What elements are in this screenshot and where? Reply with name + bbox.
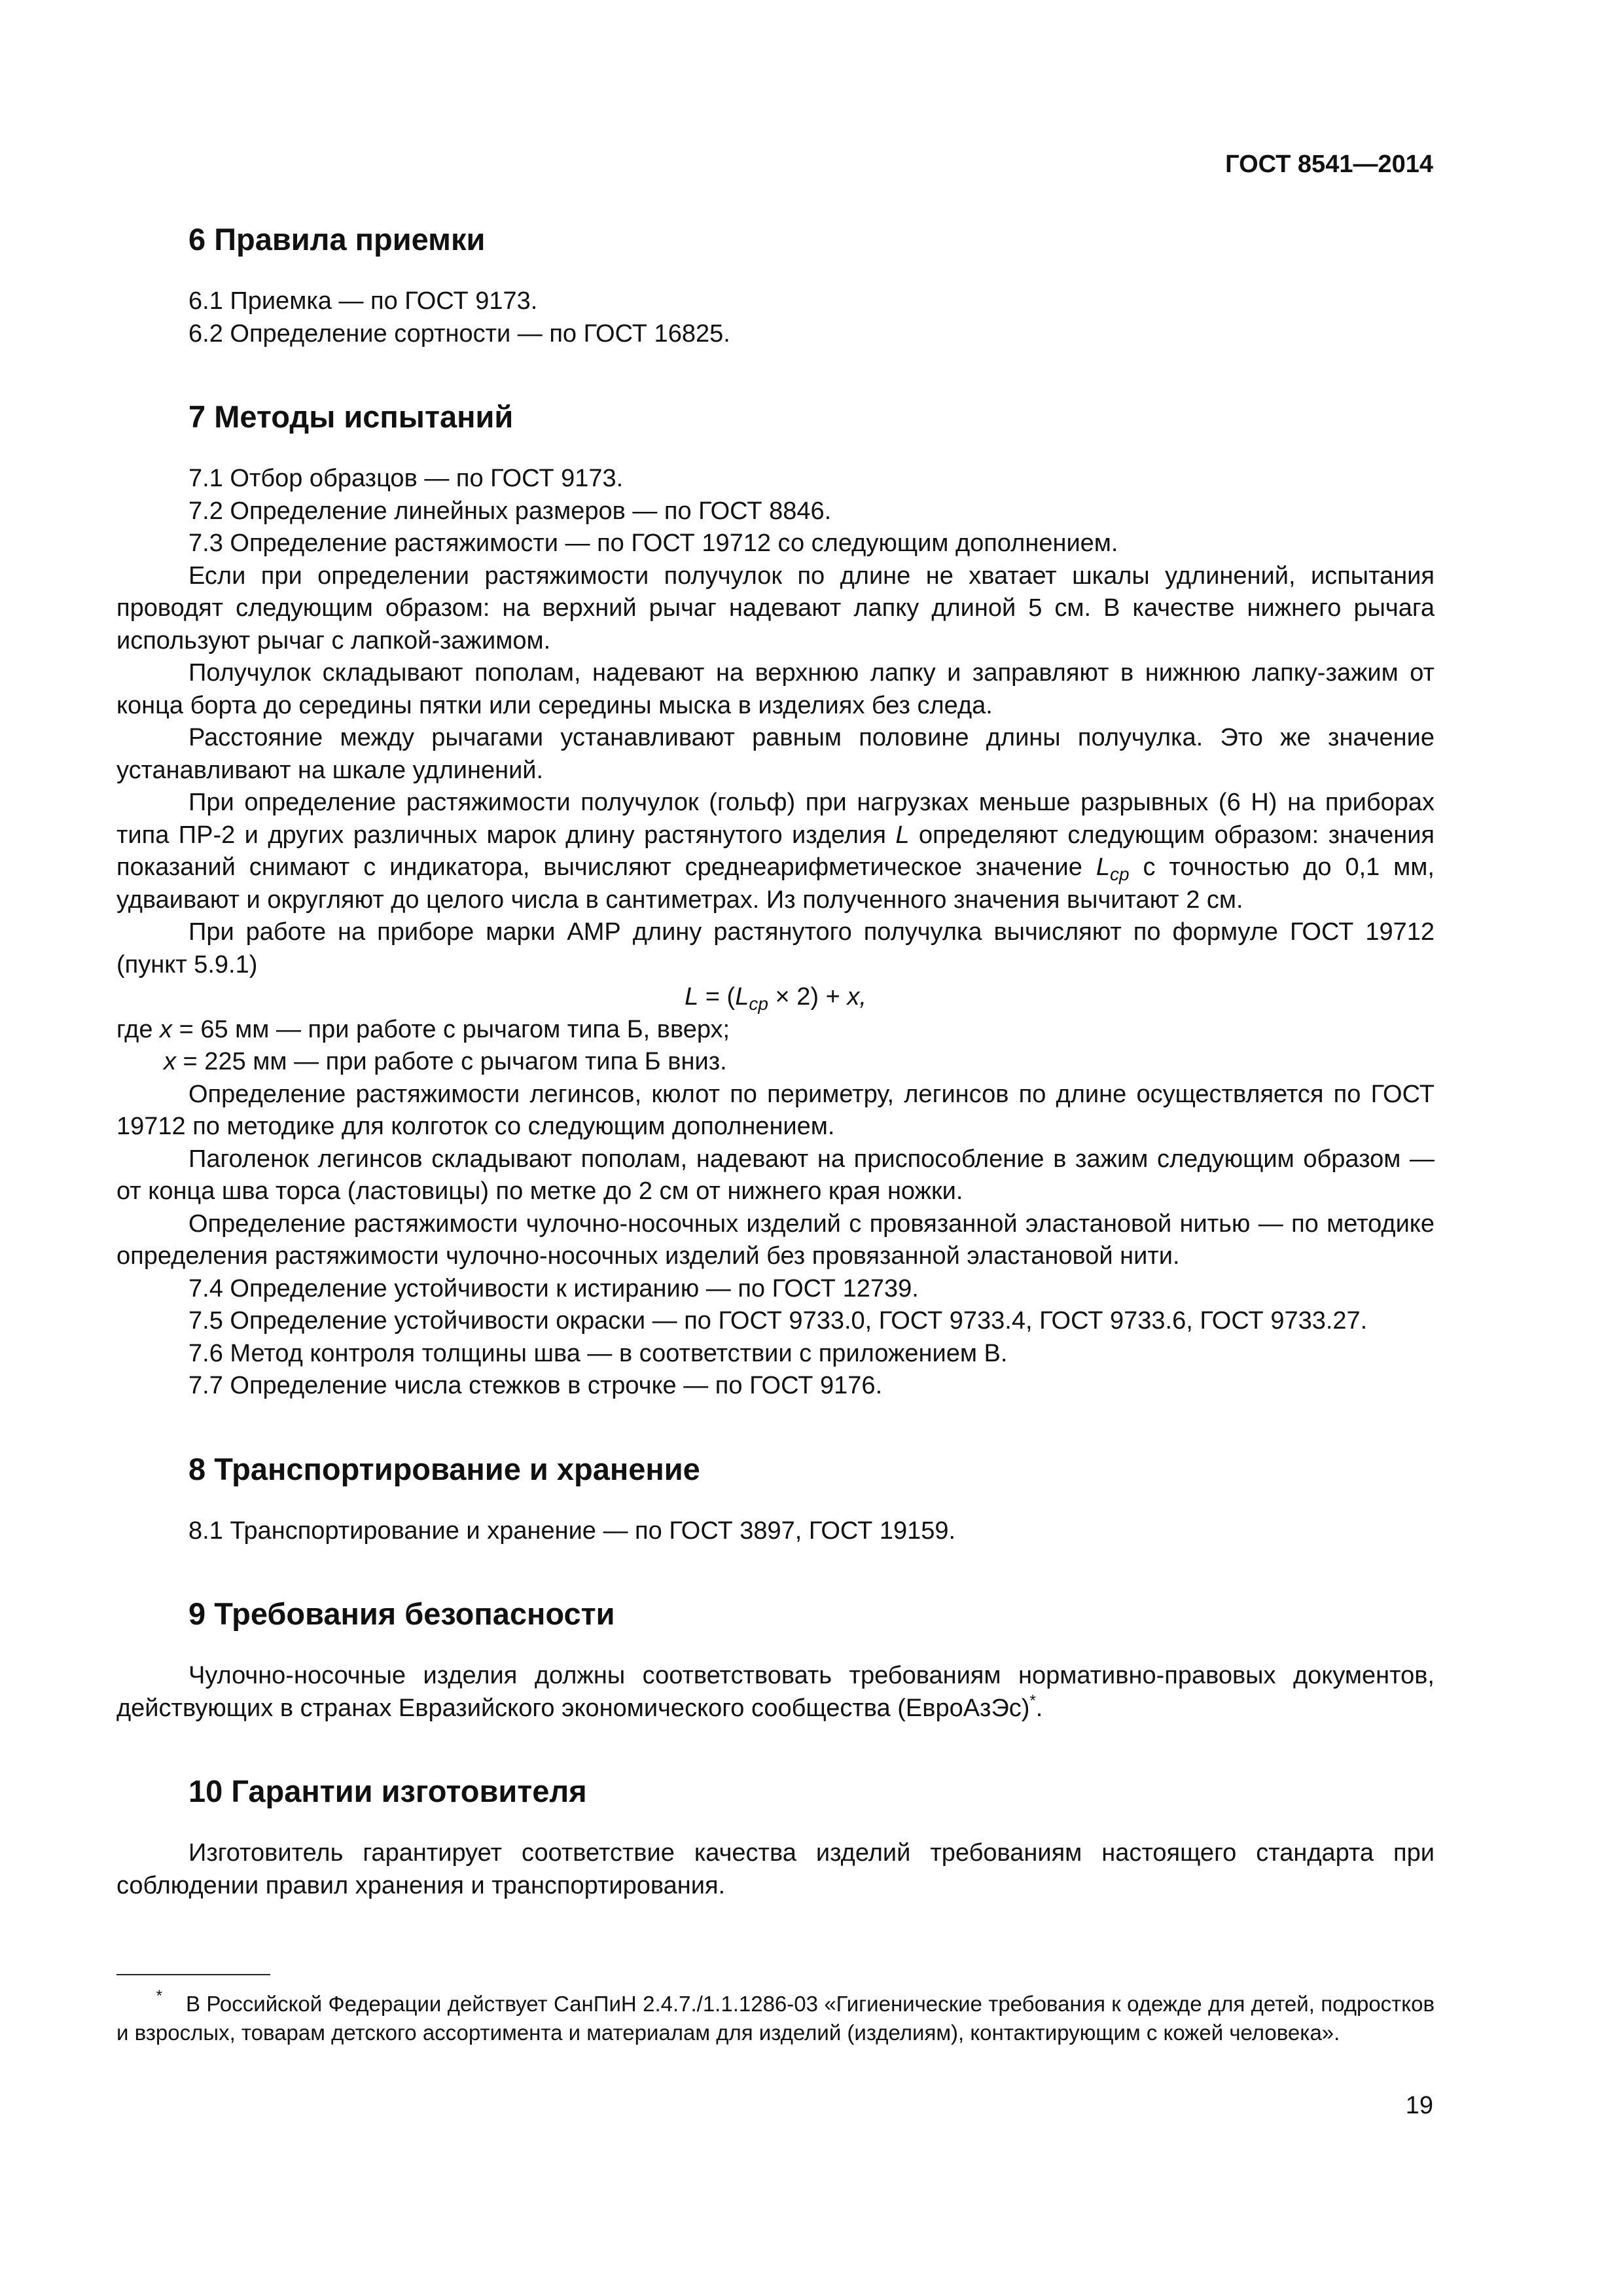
- paragraph: Чулочно-носочные изделия должны соответствовать требованиям нормативно-правовых документов, действующих в странах Евразийского экономического сообщества (ЕвроАзЭс)*.: [116, 1662, 1435, 1722]
- section-7-title: 7 Методы испытаний: [188, 399, 514, 434]
- formula-where-1: где x = 65 мм — при работе с рычагом типа Б, вверх;: [116, 1015, 730, 1043]
- paragraph: Паголенок легинсов складывают пополам, надевают на приспособление в зажим следующим образом — от конца шва торса (ластовицы) по метке до 2 см от нижнего края ножки.: [116, 1145, 1435, 1205]
- paragraph: 7.3 Определение растяжимости — по ГОСТ 19712 со следующим дополнением.: [188, 529, 1118, 557]
- formula: $L = (L_{ср} \times 2) + x$,: [685, 983, 866, 1014]
- paragraph: При определение растяжимости получулок (гольф) при нагрузках меньше разрывных (6 Н) на приборах типа ПР-2 и других различных марок длину растянутого изделия L определяют следующим образом: значения показаний снимают с индикатора, вычисляют среднеарифметическое значение $L_{ср}$ с точностью до 0,1 мм, удваивают и округляют до целого числа в сантиметрах. Из полученного значения вычитают 2 см.: [116, 789, 1435, 914]
- footnote-mark: *: [156, 1987, 162, 2005]
- paragraph: Расстояние между рычагами устанавливают равным половине длины получулка. Это же значение устанавливают на шкале удлинений.: [116, 724, 1435, 784]
- footnote-divider: [116, 1974, 270, 1975]
- paragraph: 7.2 Определение линейных размеров — по ГОСТ 8846.: [188, 497, 832, 525]
- paragraph: Если при определении растяжимости получулок по длине не хватает шкалы удлинений, испытания проводят следующим образом: на верхний рычаг надевают лапку длиной 5 см. В качестве нижнего рычага используют рычаг с лапкой-зажимом.: [116, 562, 1435, 655]
- formula-where-2: x = 225 мм — при работе с рычагом типа Б вниз.: [164, 1048, 727, 1075]
- section-8-title: 8 Транспортирование и хранение: [188, 1451, 700, 1486]
- paragraph: 7.1 Отбор образцов — по ГОСТ 9173.: [188, 465, 624, 492]
- paragraph: Получулок складывают пополам, надевают на верхнюю лапку и заправляют в нижнюю лапку-зажим от конца борта до середины пятки или середины мыска в изделиях без следа.: [116, 659, 1435, 719]
- paragraph: 7.5 Определение устойчивости окраски — по ГОСТ 9733.0, ГОСТ 9733.4, ГОСТ 9733.6, ГОСТ 9733.27.: [188, 1307, 1368, 1335]
- paragraph: 6.1 Приемка — по ГОСТ 9173.: [188, 287, 538, 315]
- paragraph: 7.6 Метод контроля толщины шва — в соответствии с приложением В.: [188, 1339, 1008, 1367]
- paragraph: 6.2 Определение сортности — по ГОСТ 16825.: [188, 319, 730, 348]
- footnote-text: В Российской Федерации действует СанПиН 2.4.7./1.1.1286-03 «Гигиенические требования к одежде для детей, подростков и взрослых, товарам детского ассортимента и материалам для изделий (изделиям), контактирующим с кожей человека».: [116, 1992, 1435, 2045]
- footnote-reference[interactable]: *: [1029, 1691, 1036, 1710]
- paragraph: Определение растяжимости чулочно-носочных изделий с провязанной эластановой нитью — по методике определения растяжимости чулочно-носочных изделий без провязанной эластановой нити.: [116, 1210, 1435, 1270]
- paragraph: Определение растяжимости легинсов, кюлот по периметру, легинсов по длине осуществляется по ГОСТ 19712 по методике для колготок со следующим дополнением.: [116, 1080, 1435, 1140]
- document-code: ГОСТ 8541—2014: [1225, 151, 1433, 178]
- section-9-title: 9 Требования безопасности: [188, 1596, 615, 1631]
- section-6-title: 6 Правила приемки: [188, 222, 486, 257]
- page-content: [116, 196, 1435, 1902]
- paragraph: 7.4 Определение устойчивости к истиранию — по ГОСТ 12739.: [188, 1274, 919, 1302]
- paragraph: Изготовитель гарантирует соответствие качества изделий требованиям настоящего стандарта при соблюдении правил хранения и транспортирования.: [116, 1839, 1435, 1899]
- paragraph: 7.7 Определение числа стежков в строчке — по ГОСТ 9176.: [188, 1372, 883, 1399]
- paragraph: 8.1 Транспортирование и хранение — по ГОСТ 3897, ГОСТ 19159.: [188, 1516, 956, 1545]
- section-10-title: 10 Гарантии изготовителя: [188, 1774, 587, 1808]
- footnote: [116, 1987, 1435, 2047]
- page-number: 19: [1405, 2092, 1433, 2119]
- paragraph: При работе на приборе марки АМР длину растянутого получулка вычисляют по формуле ГОСТ 19712 (пункт 5.9.1): [116, 918, 1435, 978]
